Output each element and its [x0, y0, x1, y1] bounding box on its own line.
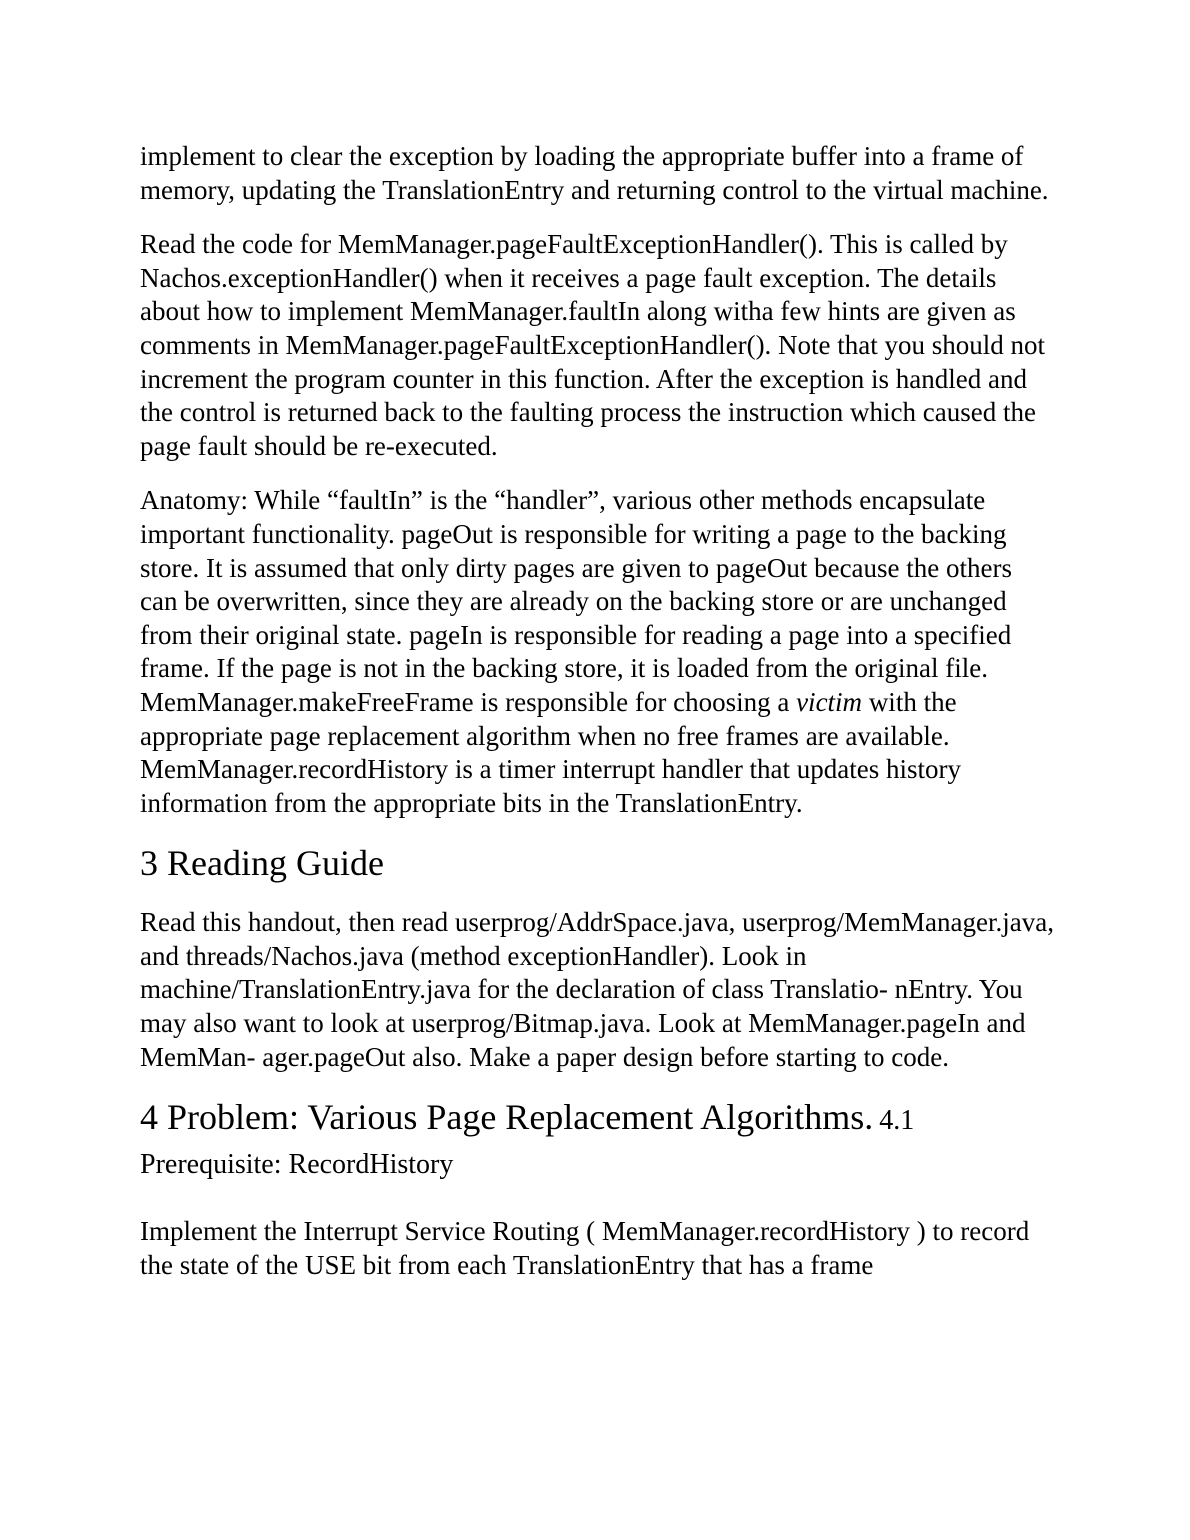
paragraph-page-fault-handler: Read the code for MemManager.pageFaultExceptionHandler(). This is called by Nachos.exceptionHandler() when it receives a page fault exception. The details about how to implement MemManager.faultIn along witha few hints are given as comments in MemManager.pageFaultExceptionHandler(). Note that you should not increment the program counter in this function. After the exception is handled and the control is returned back to the faulting process the instruction which caused the page fault should be re-executed. — [140, 229, 1046, 461]
section-heading-reading-guide: 3 Reading Guide — [140, 843, 384, 884]
anatomy-text-end: with the appropriate page replacement algorithm when no free frames are available. MemManager.recordHistory is a timer interrupt handler that updates history information from the appropriate bits in the TranslationEntry. — [140, 686, 962, 818]
paragraph-exception-clear: implement to clear the exception by loading the appropriate buffer into a frame of memory, updating the TranslationEntry and returning control to the virtual machine. — [140, 141, 1049, 205]
subsection-number: 4.1 — [879, 1105, 915, 1137]
section-heading-problem — [140, 1095, 1055, 1143]
anatomy-italic-victim: victim — [796, 686, 863, 717]
section-heading-problem-title: 4 Problem: Various Page Replacement Algorithms. — [140, 1097, 874, 1138]
paragraph-anatomy — [140, 484, 1055, 820]
paragraph-record-history: Implement the Interrupt Service Routing ( MemManager.recordHistory ) to record the state of the USE bit from each TranslationEntry that has a frame — [140, 1216, 1030, 1280]
anatomy-text-start: Anatomy: While “faultIn” is the “handler”, various other methods encapsulate important functionality. pageOut is responsible for writing a page to the backing store. It is assumed that only dirty pages are given to pageOut because the others can be overwritten, since they are already on the backing store or are unchanged from their original state. pageIn is responsible for reading a page into a specified frame. If the page is not in the backing store, it is loaded from the original file. MemManager.makeFreeFrame is responsible for choosing a — [140, 485, 1013, 717]
document-page — [140, 140, 1055, 1303]
paragraph-reading-guide: Read this handout, then read userprog/AddrSpace.java, userprog/MemManager.java, and threads/Nachos.java (method exceptionHandler). Look in machine/TranslationEntry.java for the declaration of class Translatio- nEntry. You may also want to look at userprog/Bitmap.java. Look at MemManager.pageIn and MemMan- ager.pageOut also. Make a paper design before starting to code. — [140, 907, 1054, 1072]
subsection-heading-record-history: Prerequisite: RecordHistory — [140, 1149, 454, 1181]
